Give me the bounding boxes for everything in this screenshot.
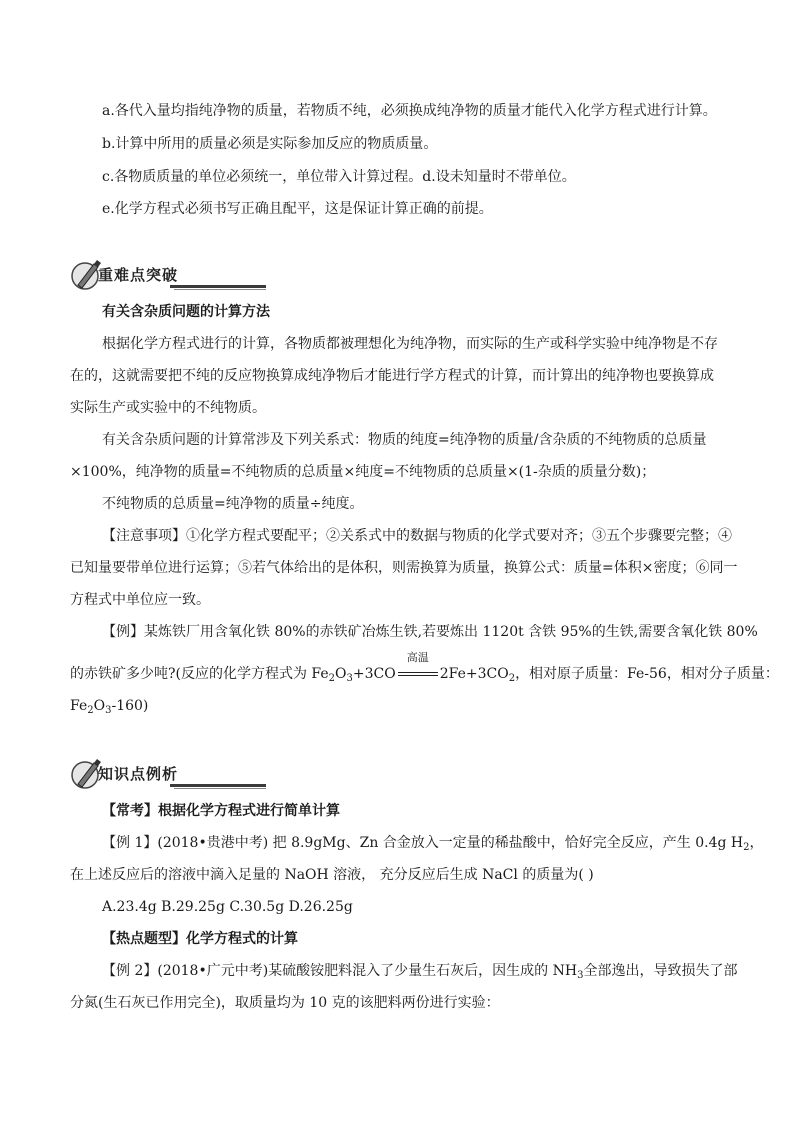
notice-line-1: 【注意事项】①化学方程式要配平；②关系式中的数据与物质的化学式要对齐；③五个步骤要完整；④ [102, 528, 732, 544]
heading-underline-thin [174, 289, 266, 290]
note-c-d: c.各物质质量的单位必须统一，单位带入计算过程。d.设未知量时不带单位。 [102, 169, 576, 185]
section-heading-examples [70, 757, 200, 791]
example-line-3: $Fe_2O_3-160$) [70, 698, 149, 716]
note-a: a.各代入量均指纯净物的质量，若物质不纯，必须换成纯净物的质量才能代入化学方程式进行计算。 [102, 103, 717, 119]
example-line-1: 【例】某炼铁厂用含氧化铁 80%的赤铁矿冶炼生铁,若要炼出 1120t 含铁 95%的生铁,需要含氧化铁 80% [102, 624, 758, 640]
heading-underline [170, 285, 266, 288]
notice-line-3: 方程式中单位应一致。 [70, 592, 210, 608]
example-1-line-1: 【例 1】(2018•贵港中考) 把 8.9gMg、Zn 合金放入一定量的稀盐酸中，恰好完全反应，产生 0.4g $H_2$， [102, 835, 764, 853]
tag-common: 【常考】根据化学方程式进行简单计算 [102, 803, 340, 819]
note-b: b.计算中所用的质量必须是实际参加反应的物质质量。 [102, 136, 438, 152]
example-1-line-2: 在上述反应后的溶液中滴入足量的 NaOH 溶液， 充分反应后生成 NaCl 的质量为( ) [70, 867, 594, 883]
heading-underline-thin [174, 788, 266, 789]
example-1-options: A.23.4g B.29.25g C.30.5g D.26.25g [102, 899, 353, 915]
example-2-line-1: 【例 2】(2018•广元中考)某硫酸铵肥料混入了少量生石灰后，因生成的 $NH_3$全部逸出，导致损失了部 [102, 963, 738, 981]
subtitle-impurity: 有关含杂质问题的计算方法 [102, 304, 270, 320]
paragraph-3: 不纯物质的总质量=纯净物的质量÷纯度。 [102, 496, 364, 512]
paragraph-2-line-2: ×100%，纯净物的质量=不纯物质的总质量×纯度=不纯物质的总质量×(1-杂质的质量分数)； [70, 464, 656, 480]
section-heading-text: 知识点例析 [98, 765, 179, 783]
section-heading-key-points [70, 258, 200, 292]
tag-hot-topic: 【热点题型】化学方程式的计算 [102, 931, 298, 947]
paragraph-1-line-1: 根据化学方程式进行的计算，各物质都被理想化为纯净物，而实际的生产或科学实验中纯净物是不存 [102, 336, 718, 352]
reaction-condition: 高温 [396, 664, 440, 684]
example-line-2: 的赤铁矿多少吨?(反应的化学方程式为 $Fe_2O_3+3CO$ 高温 $2Fe+3CO_2$，相对原子质量：Fe-56，相对分子质量： [70, 651, 779, 684]
paragraph-1-line-2: 在的，这就需要把不纯的反应物换算成纯净物后才能进行学方程式的计算，而计算出的纯净物也要换算成 [70, 368, 714, 384]
paragraph-2-line-1: 有关含杂质问题的计算常涉及下列关系式：物质的纯度=纯净物的质量/含杂质的不纯物质的总质量 [102, 432, 707, 448]
example-2-line-2: 分氮(生石灰已作用完全)，取质量均为 10 克的该肥料两份进行实验： [70, 995, 500, 1011]
section-heading-text: 重难点突破 [98, 266, 179, 284]
note-e: e.化学方程式必须书写正确且配平，这是保证计算正确的前提。 [102, 201, 493, 217]
heading-underline [170, 784, 266, 787]
paragraph-1-line-3: 实际生产或实验中的不纯物质。 [70, 400, 266, 416]
notice-line-2: 已知量要带单位进行运算；⑤若气体给出的是体积，则需换算为质量，换算公式：质量=体积×密度；⑥同一 [70, 560, 738, 576]
